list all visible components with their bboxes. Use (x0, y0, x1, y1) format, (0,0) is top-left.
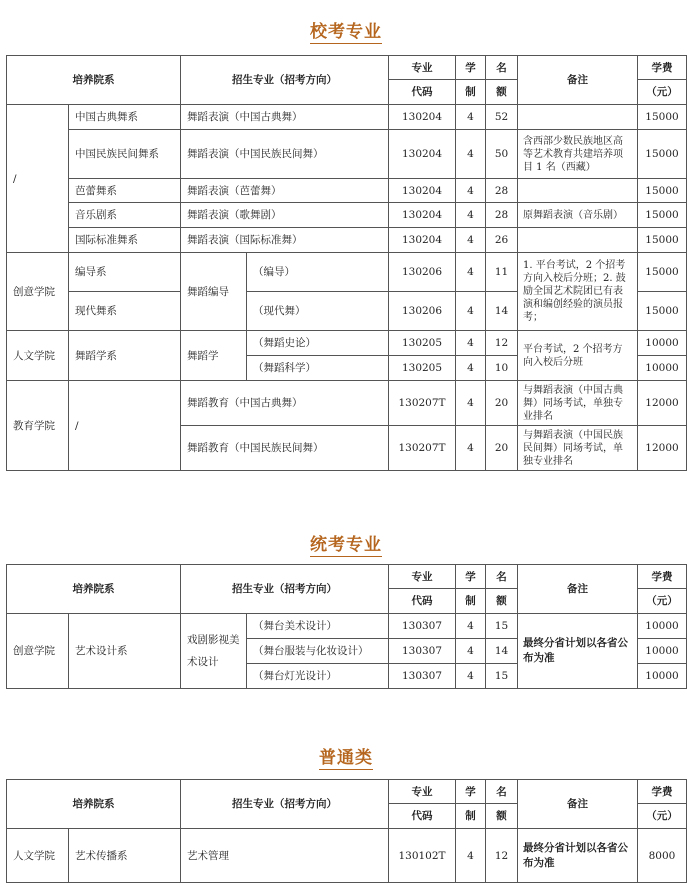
college-cell: 人文学院 (7, 829, 69, 883)
header-quota-2: 额 (486, 589, 518, 614)
code-cell: 130206 (389, 253, 456, 292)
header-code: 专业 (389, 565, 456, 589)
dept-cell: 舞蹈学系 (69, 331, 181, 381)
fee-cell: 15000 (638, 203, 687, 228)
direction-cell: （舞台灯光设计） (247, 664, 389, 689)
years-cell: 4 (456, 292, 486, 331)
table-row (7, 331, 687, 356)
table-row (7, 253, 687, 292)
fee-cell: 8000 (638, 829, 687, 883)
note-cell: 平台考试，2 个招考方向入校后分班 (518, 331, 638, 381)
years-cell: 4 (456, 614, 486, 639)
major-cell: 舞蹈表演（芭蕾舞） (181, 179, 389, 203)
major-cell: 舞蹈表演（国际标准舞） (181, 228, 389, 253)
quota-cell: 20 (486, 381, 518, 426)
quota-cell: 52 (486, 105, 518, 130)
general-table (6, 779, 687, 883)
fee-cell: 15000 (638, 179, 687, 203)
header-major: 招生专业（招考方向） (181, 565, 389, 614)
table-row (7, 228, 687, 253)
header-college: 培养院系 (7, 56, 181, 105)
quota-cell: 15 (486, 664, 518, 689)
note-cell: 与舞蹈表演（中国民族民间舞）同场考试，单独专业排名 (518, 426, 638, 471)
header-years-2: 制 (456, 804, 486, 829)
college-cell: 创意学院 (7, 253, 69, 331)
header-years: 学 (456, 565, 486, 589)
header-note: 备注 (518, 56, 638, 105)
code-cell: 130207T (389, 381, 456, 426)
code-cell: 130307 (389, 639, 456, 664)
years-cell: 4 (456, 203, 486, 228)
years-cell: 4 (456, 639, 486, 664)
note-cell (518, 179, 638, 203)
years-cell: 4 (456, 228, 486, 253)
major-cell: 艺术管理 (181, 829, 389, 883)
header-years-2: 制 (456, 80, 486, 105)
code-cell: 130204 (389, 179, 456, 203)
note-cell (518, 228, 638, 253)
header-quota: 名 (486, 565, 518, 589)
dept-cell: 芭蕾舞系 (69, 179, 181, 203)
header-quota: 名 (486, 56, 518, 80)
header-years-2: 制 (456, 589, 486, 614)
table-row (7, 203, 687, 228)
header-college: 培养院系 (7, 565, 181, 614)
table-row (7, 130, 687, 179)
dept-cell: 国际标准舞系 (69, 228, 181, 253)
major-cell: 舞蹈表演（中国民族民间舞） (181, 130, 389, 179)
quota-cell: 10 (486, 356, 518, 381)
major-cell: 舞蹈表演（中国古典舞） (181, 105, 389, 130)
header-quota: 名 (486, 780, 518, 804)
school-exam-table (6, 55, 687, 471)
years-cell: 4 (456, 253, 486, 292)
header-code-2: 代码 (389, 804, 456, 829)
note-cell: 原舞蹈表演（音乐剧） (518, 203, 638, 228)
major-cell: 舞蹈表演（歌舞剧） (181, 203, 389, 228)
note-cell: 1. 平台考试，2 个招考方向入校后分班；2. 鼓励全国艺术院团已有表演和编创经验的演员报考； (518, 253, 638, 331)
code-cell: 130204 (389, 228, 456, 253)
header-code-2: 代码 (389, 589, 456, 614)
table-row (7, 105, 687, 130)
header-major: 招生专业（招考方向） (181, 56, 389, 105)
years-cell: 4 (456, 105, 486, 130)
header-fee: 学费 (638, 780, 687, 804)
fee-cell: 10000 (638, 614, 687, 639)
table-header-row (7, 565, 687, 589)
code-cell: 130206 (389, 292, 456, 331)
dept-cell: 中国古典舞系 (69, 105, 181, 130)
section-title-school-exam: 校考专业 (310, 22, 382, 42)
code-cell: 130307 (389, 664, 456, 689)
quota-cell: 26 (486, 228, 518, 253)
code-cell: 130207T (389, 426, 456, 471)
quota-cell: 20 (486, 426, 518, 471)
fee-cell: 15000 (638, 228, 687, 253)
table-row (7, 614, 687, 639)
table-header-row (7, 56, 687, 80)
table-row (7, 381, 687, 426)
fee-cell: 15000 (638, 105, 687, 130)
years-cell: 4 (456, 381, 486, 426)
quota-cell: 14 (486, 639, 518, 664)
header-code-2: 代码 (389, 80, 456, 105)
note-cell: 与舞蹈表演（中国古典舞）同场考试，单独专业排名 (518, 381, 638, 426)
major-cell: 舞蹈学 (181, 331, 247, 381)
quota-cell: 12 (486, 829, 518, 883)
dept-cell: / (69, 381, 181, 471)
quota-cell: 50 (486, 130, 518, 179)
header-college: 培养院系 (7, 780, 181, 829)
dept-cell: 音乐剧系 (69, 203, 181, 228)
note-cell: 最终分省计划以各省公布为准 (518, 829, 638, 883)
header-note: 备注 (518, 780, 638, 829)
note-cell: 含西部少数民族地区高等艺术教育共建培养项目 1 名（西藏） (518, 130, 638, 179)
dept-cell: 现代舞系 (69, 292, 181, 331)
header-fee: 学费 (638, 565, 687, 589)
table-row (7, 829, 687, 883)
table-row (7, 179, 687, 203)
fee-cell: 10000 (638, 639, 687, 664)
years-cell: 4 (456, 179, 486, 203)
dept-cell: 艺术设计系 (69, 614, 181, 689)
years-cell: 4 (456, 829, 486, 883)
header-fee: 学费 (638, 56, 687, 80)
header-fee-2: （元） (638, 804, 687, 829)
dept-cell: 中国民族民间舞系 (69, 130, 181, 179)
code-cell: 130204 (389, 130, 456, 179)
years-cell: 4 (456, 356, 486, 381)
code-cell: 130102T (389, 829, 456, 883)
header-note: 备注 (518, 565, 638, 614)
fee-cell: 15000 (638, 292, 687, 331)
direction-cell: （现代舞） (247, 292, 389, 331)
college-cell: / (7, 105, 69, 253)
fee-cell: 15000 (638, 130, 687, 179)
direction-cell: （舞台美术设计） (247, 614, 389, 639)
direction-cell: （舞台服装与化妆设计） (247, 639, 389, 664)
fee-cell: 15000 (638, 253, 687, 292)
code-cell: 130205 (389, 356, 456, 381)
dept-cell: 艺术传播系 (69, 829, 181, 883)
quota-cell: 14 (486, 292, 518, 331)
header-years: 学 (456, 56, 486, 80)
fee-cell: 10000 (638, 331, 687, 356)
direction-cell: （舞蹈科学） (247, 356, 389, 381)
section-title-general: 普通类 (319, 748, 373, 768)
header-years: 学 (456, 780, 486, 804)
table-header-row (7, 780, 687, 804)
years-cell: 4 (456, 426, 486, 471)
quota-cell: 12 (486, 331, 518, 356)
direction-cell: （编导） (247, 253, 389, 292)
major-cell: 舞蹈教育（中国民族民间舞） (181, 426, 389, 471)
direction-cell: （舞蹈史论） (247, 331, 389, 356)
years-cell: 4 (456, 331, 486, 356)
unified-exam-table (6, 564, 687, 689)
code-cell: 130204 (389, 105, 456, 130)
years-cell: 4 (456, 130, 486, 179)
major-cell: 戏剧影视美术设计 (181, 614, 247, 689)
header-major: 招生专业（招考方向） (181, 780, 389, 829)
fee-cell: 12000 (638, 426, 687, 471)
dept-cell: 编导系 (69, 253, 181, 292)
code-cell: 130307 (389, 614, 456, 639)
fee-cell: 10000 (638, 664, 687, 689)
major-cell: 舞蹈教育（中国古典舞） (181, 381, 389, 426)
note-cell: 最终分省计划以各省公布为准 (518, 614, 638, 689)
header-fee-2: （元） (638, 80, 687, 105)
major-cell: 舞蹈编导 (181, 253, 247, 331)
quota-cell: 28 (486, 203, 518, 228)
header-quota-2: 额 (486, 80, 518, 105)
header-fee-2: （元） (638, 589, 687, 614)
note-cell (518, 105, 638, 130)
college-cell: 教育学院 (7, 381, 69, 471)
college-cell: 人文学院 (7, 331, 69, 381)
fee-cell: 12000 (638, 381, 687, 426)
section-title-unified-exam: 统考专业 (310, 535, 382, 555)
years-cell: 4 (456, 664, 486, 689)
quota-cell: 28 (486, 179, 518, 203)
code-cell: 130205 (389, 331, 456, 356)
header-code: 专业 (389, 56, 456, 80)
code-cell: 130204 (389, 203, 456, 228)
quota-cell: 15 (486, 614, 518, 639)
header-code: 专业 (389, 780, 456, 804)
header-quota-2: 额 (486, 804, 518, 829)
quota-cell: 11 (486, 253, 518, 292)
fee-cell: 10000 (638, 356, 687, 381)
college-cell: 创意学院 (7, 614, 69, 689)
